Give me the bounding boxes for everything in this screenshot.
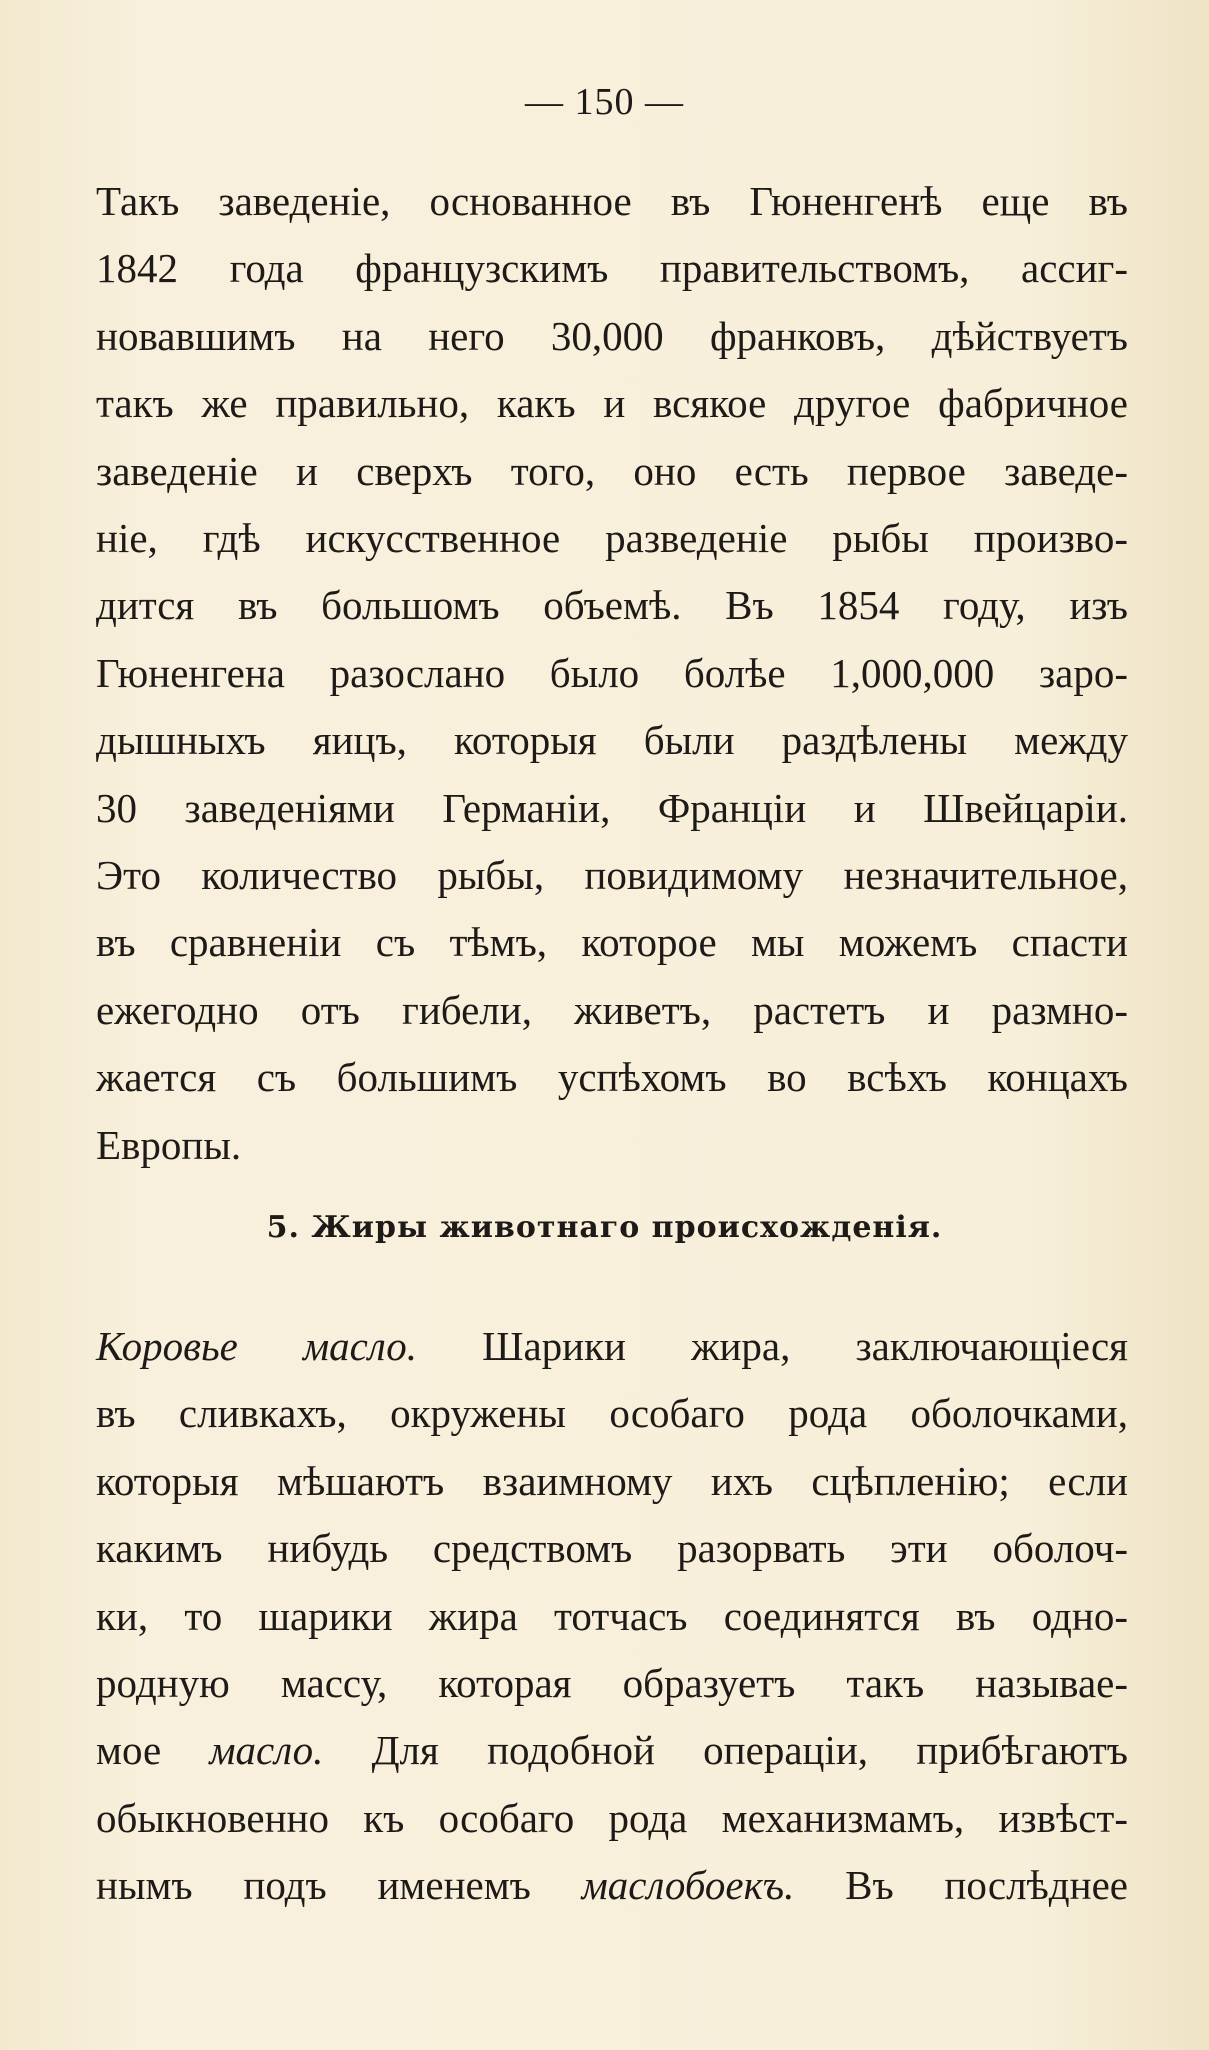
- text-line: дится въ большомъ объемѣ. Въ 1854 году, изъ: [96, 582, 1128, 629]
- paragraph-butter: [96, 1313, 1128, 1920]
- text-line: Такъ заведеніе, основанное въ Гюненгенѣ еще въ: [96, 178, 1128, 224]
- text-line: жается съ большимъ успѣхомъ во всѣхъ концахъ: [96, 1054, 1128, 1101]
- text-line: новавшимъ на него 30,000 франковъ, дѣйствуетъ: [96, 312, 1128, 359]
- italic-term: масло.: [209, 1727, 324, 1774]
- text-line: ніе, гдѣ искусственное разведеніе рыбы произво-: [96, 515, 1128, 562]
- text-line: которыя мѣшаютъ взаимному ихъ сцѣпленію; если: [96, 1457, 1128, 1504]
- text-line: [96, 1313, 1128, 1380]
- text-line: заведеніе и сверхъ того, оно есть первое заведе-: [96, 447, 1128, 494]
- text-line: [96, 1852, 1128, 1919]
- text-line: Это количество рыбы, повидимому незначительное,: [96, 852, 1128, 899]
- text-line: какимъ нибудь средствомъ разорвать эти оболоч-: [96, 1525, 1128, 1572]
- text-run: мое: [96, 1727, 162, 1774]
- text-line: въ сливкахъ, окружены особаго рода оболочками,: [96, 1390, 1128, 1437]
- text-run: Шарики жира, заключающіеся: [416, 1323, 1129, 1369]
- text-line: 30 заведеніями Германіи, Франціи и Швейцаріи.: [96, 784, 1128, 831]
- text-line: дышныхъ яицъ, которыя были раздѣлены между: [96, 717, 1128, 764]
- text-line: такъ же правильно, какъ и всякое другое фабричное: [96, 380, 1128, 427]
- text-run: Для подобной операціи, прибѣгаютъ: [323, 1727, 1128, 1774]
- italic-term: маслобоекъ.: [581, 1862, 795, 1909]
- text-line: обыкновенно къ особаго рода механизмамъ, извѣст-: [96, 1794, 1128, 1841]
- text-line: ки, то шарики жира тотчасъ соединятся въ одно-: [96, 1592, 1128, 1639]
- text-line: 1842 года французскимъ правительствомъ, ассиг-: [96, 245, 1128, 292]
- paragraph-fish-breeding: [96, 168, 1128, 1179]
- text-line: Гюненгена разослано было болѣе 1,000,000 заро-: [96, 649, 1128, 696]
- text-line: ежегодно отъ гибели, живетъ, растетъ и размно-: [96, 986, 1128, 1033]
- text-line: Европы.: [96, 1121, 242, 1168]
- italic-term: Коровье масло.: [96, 1323, 417, 1369]
- section-heading: 5. Жиры животнаго происхожденія.: [266, 1210, 943, 1245]
- page-number: — 150 —: [525, 81, 684, 123]
- text-run: нымъ подъ именемъ: [96, 1862, 582, 1909]
- text-run: Въ послѣднее: [794, 1862, 1128, 1909]
- text-line: въ сравненіи съ тѣмъ, которое мы можемъ спасти: [96, 919, 1128, 966]
- text-line: [96, 1717, 1128, 1784]
- text-line: родную массу, которая образуетъ такъ называе-: [96, 1660, 1128, 1707]
